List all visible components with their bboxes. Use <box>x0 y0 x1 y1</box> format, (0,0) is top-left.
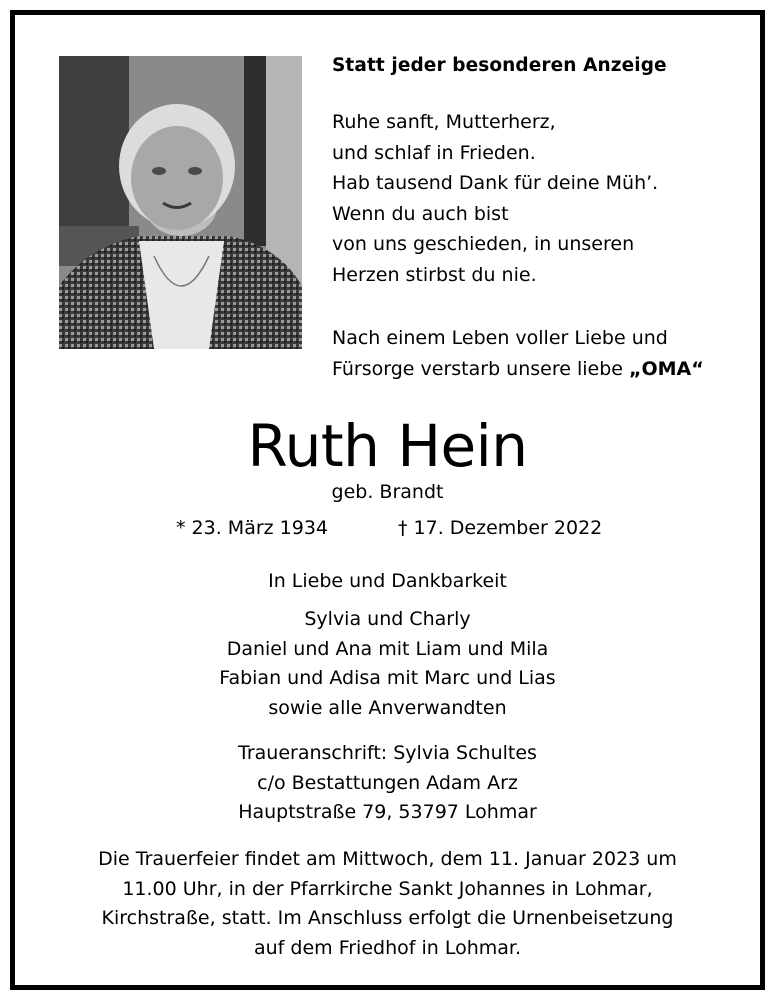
notice-heading: Statt jeder besonderen Anzeige <box>332 55 667 76</box>
family-line: Sylvia und Charly <box>304 608 471 630</box>
address-line: c/o Bestattungen Adam Arz <box>257 771 518 794</box>
poem-line: von uns geschieden, in unseren <box>332 233 635 255</box>
thanks-line: In Liebe und Dankbarkeit <box>268 570 507 592</box>
ceremony-line: Die Trauerfeier findet am Mittwoch, dem 11. Januar 2023 um <box>98 848 677 870</box>
family-line: sowie alle Anverwandten <box>268 696 507 719</box>
obituary-frame <box>10 10 765 990</box>
poem-line: Hab tausend Dank für deine Müh’. <box>332 172 659 194</box>
ceremony-line: 11.00 Uhr, in der Pfarrkirche Sankt Johannes in Lohmar, <box>122 877 653 900</box>
ceremony-line: auf dem Friedhof in Lohmar. <box>253 936 522 959</box>
maiden-name: geb. Brandt <box>331 481 444 503</box>
family-line: Fabian und Adisa mit Marc und Lias <box>219 667 556 689</box>
intro-line-prefix: Fürsorge verstarb unsere liebe <box>332 357 630 380</box>
ceremony-info <box>15 845 760 963</box>
mourning-address <box>15 739 760 828</box>
birth-date: * 23. März 1934 <box>176 517 329 539</box>
poem-line: Ruhe sanft, Mutterherz, <box>332 111 556 133</box>
intro-line: Nach einem Leben voller Liebe und <box>332 327 668 349</box>
portrait-photo <box>59 56 302 349</box>
family-list <box>15 605 760 723</box>
ceremony-line: Kirchstraße, statt. Im Anschluss erfolgt die Urnenbeisetzung <box>101 907 674 929</box>
poem-line: Wenn du auch bist <box>332 202 509 225</box>
intro-text <box>332 323 704 384</box>
poem-line: Herzen stirbst du nie. <box>332 263 537 286</box>
oma-emphasis: „OMA“ <box>629 357 704 380</box>
intro-line <box>332 354 704 385</box>
deceased-name: Ruth Hein <box>247 412 528 480</box>
poem <box>332 107 658 290</box>
death-date: † 17. Dezember 2022 <box>398 517 603 539</box>
poem-line: und schlaf in Frieden. <box>332 141 536 164</box>
address-line: Hauptstraße 79, 53797 Lohmar <box>238 801 537 823</box>
family-line: Daniel und Ana mit Liam und Mila <box>226 637 549 660</box>
address-line: Traueranschrift: Sylvia Schultes <box>238 742 537 764</box>
